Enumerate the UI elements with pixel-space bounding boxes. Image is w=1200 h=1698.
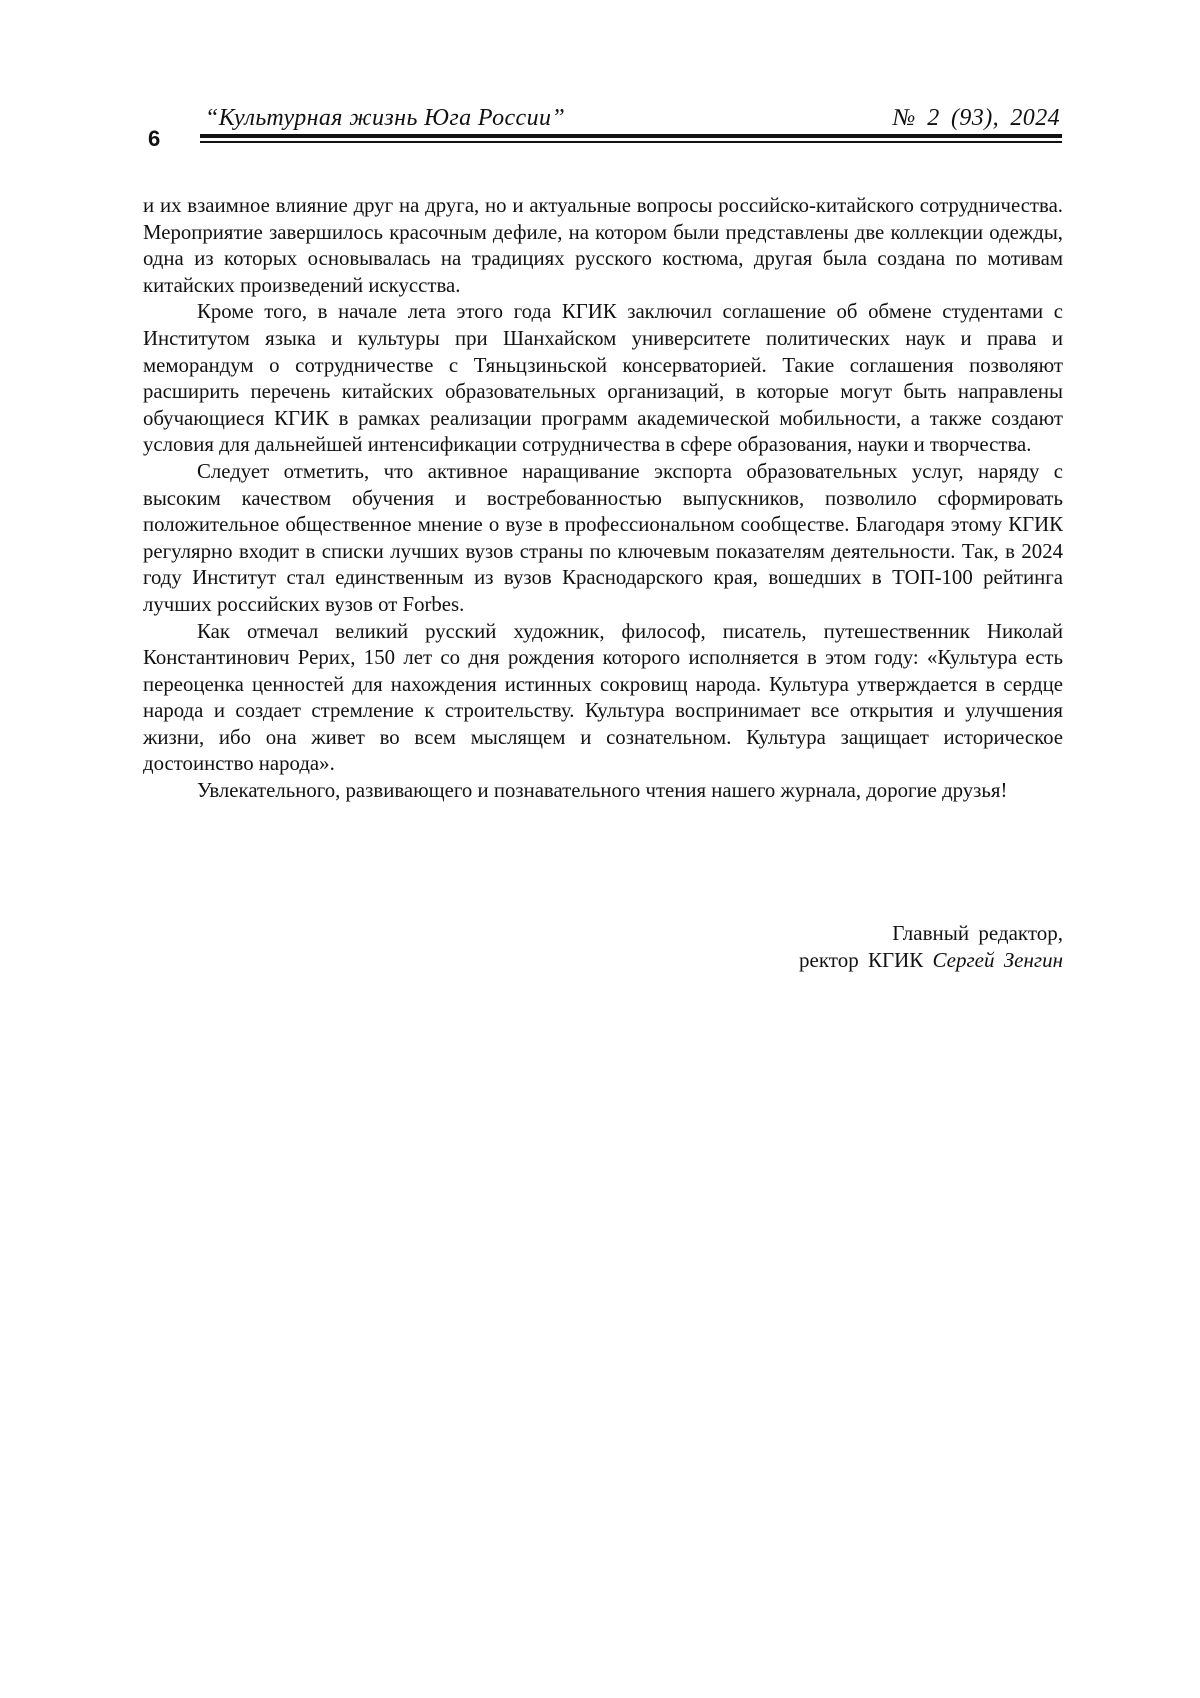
signature-role: ректор КГИК: [799, 948, 923, 972]
page-number: 6: [148, 126, 160, 152]
paragraph-roerich-quote: Как отмечал великий русский художник, философ, писатель, путешественник Николай Константинович Рерих, 150 лет со дня рождения которого исполняется в этом году: «Культура есть переоценка ценностей для нахождения истинных сокровищ народа. Культура утверждается в сердце народа и создает стремление к строительству. Культура воспринимает все открытия и улучшения жизни, ибо она живет во всем мыслящем и сознательном. Культура защищает историческое достоинство народа».: [143, 619, 1063, 779]
paragraph-closing-wish: Увлекательного, развивающего и познавательного чтения нашего журнала, дорогие друзья!: [143, 778, 1063, 805]
running-header: [205, 103, 1060, 133]
header-rule-thin: [200, 141, 1062, 143]
paragraph-rankings: Следует отметить, что активное наращивание экспорта образовательных услуг, наряду с высоким качеством обучения и востребованностью выпускников, позволило сформировать положительное общественное мнение о вузе в профессиональном сообществе. Благодаря этому КГИК регулярно входит в списки лучших вузов страны по ключевым показателям деятельности. Так, в 2024 году Институт стал единственным из вузов Краснодарского края, вошедших в ТОП-100 рейтинга лучших российских вузов от Forbes.: [143, 459, 1063, 619]
issue-info: № 2 (93), 2024: [893, 103, 1060, 133]
signature-name: Сергей Зенгин: [933, 948, 1063, 972]
paragraph-continuation: и их взаимное влияние друг на друга, но и актуальные вопросы российско-китайского сотрудничества. Мероприятие завершилось красочным дефиле, на котором были представлены две коллекции одежды, одна из которых основывалась на традициях русского костюма, другая была создана по мотивам китайских произведений искусства.: [143, 193, 1063, 299]
signature-line: [799, 947, 1063, 974]
journal-title: “Культурная жизнь Юга России”: [205, 103, 565, 133]
paragraph-agreements: Кроме того, в начале лета этого года КГИК заключил соглашение об обмене студентами с Институтом языка и культуры при Шанхайском университете политических наук и права и меморандум о сотрудничестве с Тяньцзиньской консерваторией. Такие соглашения позволяют расширить перечень китайских образовательных организаций, в которые могут быть направлены обучающиеся КГИК в рамках реализации программ академической мобильности, а также создают условия для дальнейшей интенсификации сотрудничества в сфере образования, науки и творчества.: [143, 299, 1063, 459]
article-body: [143, 193, 1063, 805]
signature-position: Главный редактор,: [799, 920, 1063, 947]
signature-block: [799, 920, 1063, 974]
header-rule-thick: [200, 134, 1062, 138]
